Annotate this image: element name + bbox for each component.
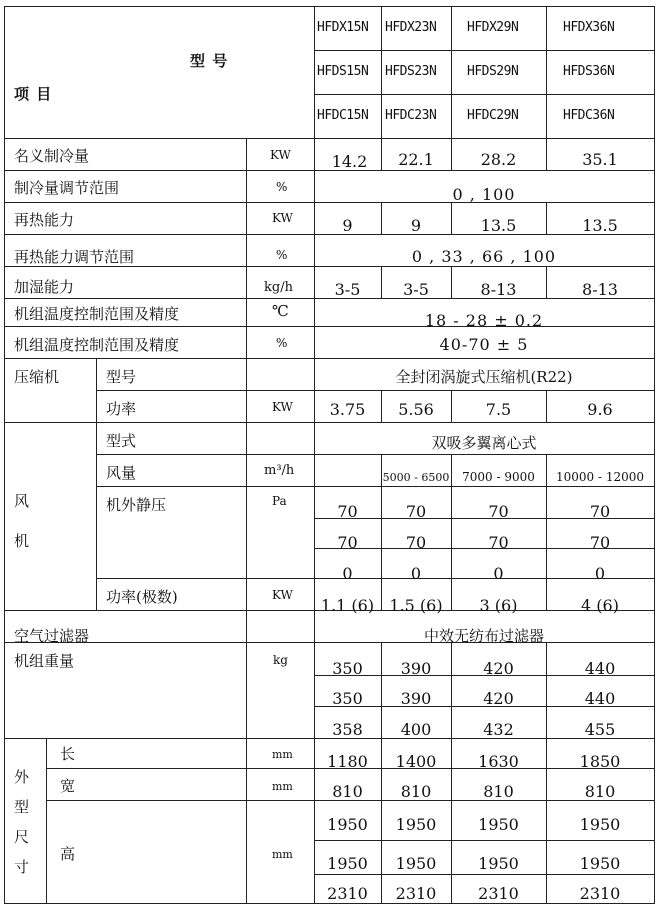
unit-label: KW [272, 400, 293, 414]
value-cell: 4 (6) [581, 596, 619, 615]
value-cell: 5.56 [398, 400, 434, 419]
value-cell: 1950 [478, 815, 519, 834]
sub-label: 长 [60, 745, 76, 763]
value-cell: 1950 [327, 854, 368, 873]
value-cell: 7.5 [485, 400, 512, 419]
model-name: HFDS36N [563, 64, 615, 79]
unit-label: kg [273, 653, 288, 667]
value-cell: 8-13 [582, 280, 618, 299]
value-cell: 810 [483, 782, 514, 801]
value-cell: 13.5 [480, 216, 517, 235]
value-cell: 1950 [395, 815, 437, 834]
unit-label: KW [270, 148, 291, 162]
model-name: HFDX23N [385, 20, 437, 35]
dimension-label-char: 外 [14, 768, 30, 786]
value-cell: 400 [400, 720, 432, 739]
unit-label: ℃ [272, 302, 289, 320]
value-cell: 455 [584, 720, 616, 739]
sub-label: 功率(极数) [106, 588, 178, 606]
value-cell: 1630 [478, 752, 519, 771]
value-cell: 10000 - 12000 [555, 470, 645, 484]
value-cell: 2310 [395, 884, 437, 903]
value-cell: 390 [400, 689, 432, 708]
row-label-cooling-range: 制冷量调节范围 [14, 179, 120, 197]
range-value: 0 , 100 [452, 185, 516, 204]
value-cell: 70 [337, 502, 358, 521]
value-cell: 810 [400, 782, 432, 801]
value-cell: 28.2 [480, 150, 517, 169]
value-cell: 70 [589, 502, 611, 521]
sub-label: 高 [60, 845, 76, 863]
value-cell: 0 [342, 564, 353, 583]
row-label-cooling: 名义制冷量 [14, 147, 90, 165]
range-value: 0 , 33 , 66 , 100 [411, 247, 557, 266]
section-label-fan: 风 [14, 492, 30, 510]
value-cell: 2310 [478, 884, 519, 903]
unit-label: KW [272, 588, 293, 602]
value-cell: 440 [584, 659, 616, 678]
filter-value: 中效无纺布过滤器 [423, 627, 544, 645]
value-cell: 1950 [579, 854, 621, 873]
model-name: HFDX29N [467, 20, 519, 35]
unit-label: Pa [272, 494, 287, 508]
value-cell: 70 [405, 502, 427, 521]
model-name: HFDC29N [467, 108, 519, 123]
dimension-label-char: 寸 [14, 858, 30, 876]
value-cell: 3-5 [334, 280, 361, 299]
section-label-fan: 机 [14, 532, 30, 550]
value-cell: 2310 [327, 884, 368, 903]
value-cell: 350 [332, 689, 363, 708]
value-cell: 1850 [579, 752, 621, 771]
value-cell: 2310 [579, 884, 621, 903]
value-cell: 0 [493, 564, 504, 583]
value-cell: 70 [405, 533, 427, 552]
section-label-compressor: 压缩机 [14, 368, 60, 386]
value-cell: 1950 [579, 815, 621, 834]
value-cell: 3-5 [403, 280, 429, 299]
row-label-reheat: 再热能力 [14, 211, 75, 229]
model-name: HFDS29N [467, 64, 519, 79]
sub-label: 型号 [106, 368, 137, 386]
value-cell: 9 [410, 216, 422, 235]
value-cell: 1950 [395, 854, 437, 873]
value-cell: 3 (6) [479, 596, 518, 615]
unit-label: m³/h [264, 463, 295, 478]
value-cell: 1180 [327, 752, 368, 771]
unit-label: mm [272, 780, 293, 793]
value-cell: 14.2 [331, 152, 368, 171]
value-cell: 70 [337, 533, 358, 552]
value-cell: 0 [594, 564, 606, 583]
value-cell: 8-13 [480, 280, 517, 299]
header-item-label: 项 目 [14, 85, 53, 103]
row-label-reheat-range: 再热能力调节范围 [14, 248, 135, 266]
value-cell: 70 [589, 533, 611, 552]
value-cell: 1400 [395, 752, 437, 771]
unit-label: % [276, 180, 288, 194]
row-label-humid-control: 机组温度控制范围及精度 [14, 336, 180, 354]
dimension-label-char: 尺 [14, 828, 30, 846]
sub-label: 风量 [106, 464, 137, 482]
row-label-weight: 机组重量 [14, 652, 75, 670]
value-cell: 3.75 [329, 400, 366, 419]
model-name: HFDS15N [317, 64, 369, 79]
value-cell: 0 [410, 564, 422, 583]
value-cell: 1.1 (6) [320, 596, 375, 615]
value-cell: 70 [488, 502, 509, 521]
value-cell: 1950 [478, 854, 519, 873]
row-label-humidify: 加湿能力 [14, 278, 75, 296]
value-cell: 13.5 [582, 216, 618, 235]
value-cell: 420 [483, 659, 514, 678]
unit-label: mm [272, 848, 293, 861]
dimension-label-char: 型 [14, 798, 30, 816]
value-cell: 390 [400, 659, 432, 678]
unit-label: kg/h [264, 280, 293, 295]
unit-label: mm [272, 748, 293, 761]
range-value: 40-70 ± 5 [439, 335, 529, 354]
value-cell: 350 [332, 659, 363, 678]
model-name: HFDC15N [317, 108, 369, 123]
row-label-temp-control: 机组温度控制范围及精度 [14, 305, 180, 323]
model-name: HFDC23N [385, 108, 437, 123]
value-cell: 1950 [327, 815, 368, 834]
sub-label: 功率 [106, 400, 137, 418]
compressor-type-value: 全封闭涡旋式压缩机(R22) [395, 368, 573, 386]
sub-label: 机外静压 [106, 496, 167, 514]
model-name: HFDX15N [317, 20, 369, 35]
value-cell: 440 [584, 689, 616, 708]
unit-label: % [276, 248, 288, 262]
value-cell: 810 [332, 782, 363, 801]
value-cell: 1.5 (6) [389, 596, 443, 615]
fan-type-value: 双吸多翼离心式 [431, 434, 537, 452]
sub-label: 型式 [106, 432, 137, 450]
value-cell: 70 [488, 533, 509, 552]
model-name: HFDX36N [563, 20, 615, 35]
value-cell: 810 [584, 782, 616, 801]
unit-label: % [276, 336, 288, 350]
value-cell: 7000 - 9000 [462, 470, 535, 484]
row-label-filter: 空气过滤器 [14, 627, 90, 645]
sub-label: 宽 [60, 777, 76, 795]
model-name: HFDC36N [563, 108, 615, 123]
value-cell: 358 [332, 720, 363, 739]
value-cell: 5000 - 6500 [382, 471, 450, 484]
unit-label: KW [272, 211, 293, 225]
model-name: HFDS23N [385, 64, 437, 79]
value-cell: 420 [483, 689, 514, 708]
range-value: 18 - 28 ± 0.2 [424, 311, 544, 330]
value-cell: 35.1 [582, 150, 618, 169]
value-cell: 9 [342, 216, 353, 235]
value-cell: 9.6 [587, 400, 613, 419]
value-cell: 22.1 [398, 150, 434, 169]
value-cell: 432 [483, 720, 514, 739]
header-type-label: 型 号 [190, 52, 229, 70]
